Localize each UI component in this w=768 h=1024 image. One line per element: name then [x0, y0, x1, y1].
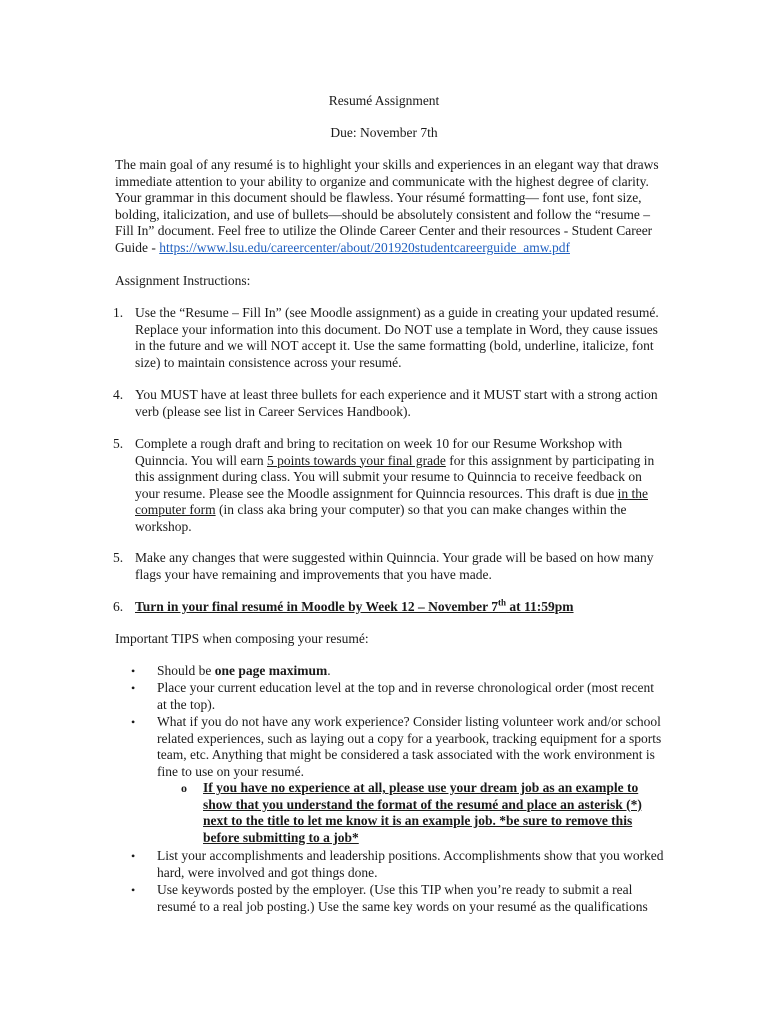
sub-tip-text: If you have no experience at all, please use your dream job as an example to show that you understand the format of the resumé and place an asterisk (*) next to the title to let me know it is an example job. *be sure to remove this before submitting to a job*	[203, 780, 642, 845]
document-title: Resumé Assignment	[328, 93, 440, 108]
tip-text: What if you do not have any work experience? Consider listing volunteer work and/or school related experiences, such as laying out a copy for a yearbook, tracking equipment for a sports team, etc. Anything that might be considered a task associated with the work environment is fine to use on your resumé.	[157, 714, 662, 779]
item-text-part: for this assignment by participating in this assignment during class. You will submit your resume to Quinncia to receive feedback on your resume. Please see the Moodle assignment for Quinncia resources. This draft is due	[135, 452, 655, 501]
tip-text: Place your current education level at the top and in reverse chronological order (most recent at the top).	[157, 680, 655, 712]
superscript: th	[498, 597, 507, 608]
bullet-marker: •	[131, 883, 136, 897]
computer-form-underlined: in the computer form	[135, 485, 648, 518]
bullet-marker: •	[131, 664, 136, 678]
item-text: Make any changes that were suggested within Quinncia. Your grade will be based on how many flags your have remaining and improvements that you have made.	[135, 550, 654, 582]
tips-heading: Important TIPS when composing your resumé:	[115, 631, 369, 646]
item-text-part: Complete a rough draft and bring to recitation on week 10 for our Resume Workshop with Quinncia. You will earn	[135, 436, 623, 468]
item-text: Use the “Resume – Fill In” (see Moodle assignment) as a guide in creating your updated resumé. Replace your information into this document. Do NOT use a template in Word, they cause issues in the future and we will NOT accept it. Use the same formatting (bold, underline, italicize, font size) to maintain consistence across your resumé.	[135, 305, 659, 370]
tip-text	[157, 663, 667, 680]
item-number: 4.	[113, 387, 124, 402]
bullet-marker: •	[131, 849, 136, 863]
instructions-heading: Assignment Instructions:	[115, 273, 251, 288]
final-deadline-text	[135, 599, 667, 616]
item-text-part: at 11:59pm	[506, 599, 574, 614]
bullet-marker: •	[131, 715, 136, 729]
tip-bold: one page maximum	[214, 663, 328, 678]
due-date: Due: November 7th	[330, 125, 438, 140]
item-text	[135, 436, 667, 536]
intro-paragraph	[115, 157, 663, 257]
sub-bullet-marker: o	[181, 781, 187, 795]
item-number: 1.	[113, 305, 124, 320]
tip-text: Use keywords posted by the employer. (Use this TIP when you’re ready to submit a real resumé to a real job posting.) Use the same key words on your resumé as the qualifications	[157, 882, 648, 914]
item-number: 5.	[113, 550, 124, 565]
tip-text: List your accomplishments and leadership positions. Accomplishments show that you worked hard, were involved and got things done.	[157, 848, 664, 880]
tip-text-part: .	[327, 663, 331, 678]
intro-text: The main goal of any resumé is to highlight your skills and experiences in an elegant way that draws immediate attention to your ability to organize and communicate with the highest degree of clarity. Your grammar in this document should be flawless. Your résumé formatting— font use, font size, bolding, italicization, and use of bullets—should be absolutely consistent and follow the “resume – Fill In” document. Feel free to utilize the Olinde Career Center and their resources - Student Career Guide -	[115, 157, 659, 255]
career-guide-link[interactable]: https://www.lsu.edu/careercenter/about/201920studentcareerguide_amw.pdf	[159, 239, 570, 255]
item-number: 5.	[113, 436, 124, 451]
item-text: You MUST have at least three bullets for each experience and it MUST start with a strong action verb (please see list in Career Services Handbook).	[135, 387, 658, 419]
points-underlined: 5 points towards your final grade	[267, 452, 446, 468]
item-text-part: Turn in your final resumé in Moodle by Week 12 – November 7	[135, 599, 499, 614]
tip-text-part: Should be	[157, 663, 215, 678]
bullet-marker: •	[131, 681, 136, 695]
item-text-part: (in class aka bring your computer) so that you can make changes within the workshop.	[135, 502, 627, 534]
item-number: 6.	[113, 599, 124, 614]
